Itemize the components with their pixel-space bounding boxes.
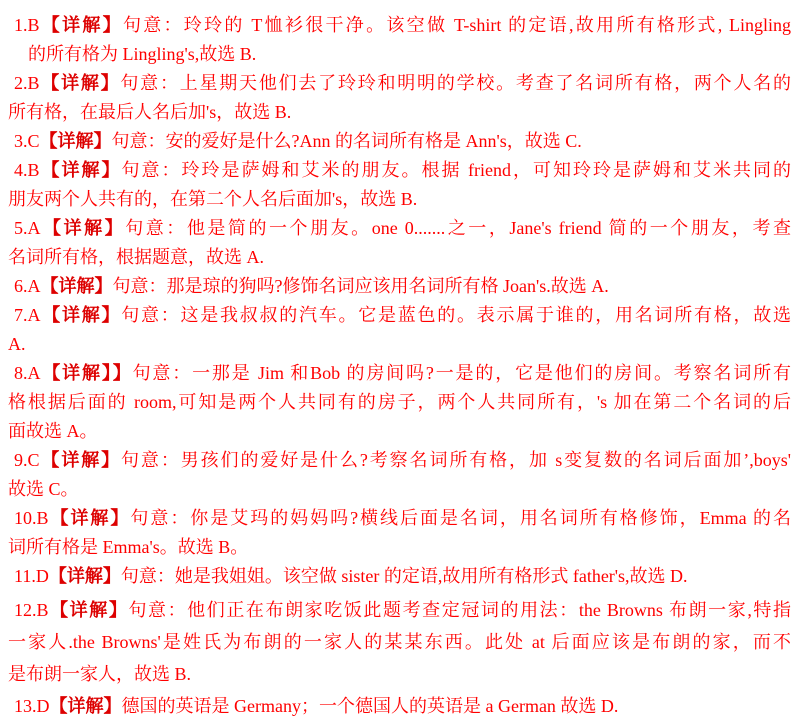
explanation-item-10 [8, 504, 791, 562]
text-segment: 的所有格为 Lingling's,故选 B. [28, 44, 257, 64]
text-segment: 12.B [14, 600, 49, 620]
text-line [8, 562, 791, 591]
explanation-item-9 [8, 446, 791, 504]
explanation-item-4 [8, 156, 791, 214]
text-line [8, 214, 791, 243]
text-segment: 句意：上星期天他们去了玲玲和明明的学校。考查了名词所有格，两个人名的 [120, 73, 792, 93]
text-line [8, 98, 791, 127]
text-line [8, 417, 791, 446]
text-line [8, 475, 791, 504]
text-line [8, 301, 791, 330]
text-segment: 8.A [14, 363, 41, 383]
text-line [8, 330, 791, 359]
text-segment: 句意：他们正在布朗家吃饭此题考查定冠词的用法：the Browns 布朗一家,特指 [128, 600, 791, 620]
text-segment: 10.B [14, 508, 49, 528]
text-segment: 7.A [14, 305, 41, 325]
text-segment: 名词所有格，根据题意，故选 A. [8, 247, 264, 267]
text-segment: 4.B [14, 160, 40, 180]
text-segment: 故选 C。 [8, 479, 79, 499]
text-line [8, 533, 791, 562]
text-segment: 句意：安的爱好是什么?Ann 的名词所有格是 Ann's，故选 C. [111, 131, 582, 151]
text-segment: 2.B [14, 73, 40, 93]
text-segment: 句意：这是我叔叔的汽车。它是蓝色的。表示属于谁的，用名词所有格，故选 [121, 305, 791, 325]
detail-label: 【详解】 [39, 160, 122, 180]
text-line [8, 504, 791, 533]
text-segment: 格根据后面的 room,可知是两个人共同有的房子，两个人共同所有，'s 加在第二个名词的后 [8, 392, 791, 412]
text-line [8, 243, 791, 272]
text-segment: 句意：你是艾玛的妈妈吗?横线后面是名词，用名词所有格修饰，Emma 的名 [130, 508, 792, 528]
detail-label: 【详解】 [39, 450, 122, 470]
text-line [8, 388, 791, 417]
text-segment: 句意：她是我姐姐。该空做 sister 的定语,故用所有格形式 father's,故选 D. [120, 566, 688, 586]
text-segment: 句意：玲玲的 T恤衫很干净。该空做 T-shirt 的定语,故用所有格形式, Lingling [122, 15, 791, 35]
text-segment: 句意：男孩们的爱好是什么?考察名词所有格，加 s变复数的名词后面加’,boys' [121, 450, 792, 470]
text-segment: 是布朗一家人，故选 B. [8, 664, 192, 684]
explanation-item-12 [8, 594, 791, 690]
text-segment: 句意：玲玲是萨姆和艾米的朋友。根据 friend，可知玲玲是萨姆和艾米共同的 [121, 160, 791, 180]
detail-label: 【详解】 [48, 508, 131, 528]
text-segment: 9.C [14, 450, 40, 470]
explanation-item-3 [8, 127, 791, 156]
explanation-item-5 [8, 214, 791, 272]
text-line [8, 69, 791, 98]
text-segment: 5.A [14, 218, 41, 238]
text-segment: 德国的英语是 Germany；一个德国人的英语是 a German 故选 D. [121, 696, 619, 716]
explanation-item-11 [8, 562, 791, 591]
explanation-item-2 [8, 69, 791, 127]
text-segment: 所有格，在最后人名后加's，故选 B. [8, 102, 292, 122]
detail-label: 【详解】 [49, 696, 122, 716]
text-line [8, 626, 791, 658]
text-line [8, 156, 791, 185]
text-segment: 6.A [14, 276, 41, 296]
text-segment: 一家人.the Browns'是姓氏为布朗的一家人的某某东西。此处 at 后面应该是布朗的家，而不 [8, 632, 791, 652]
detail-label: 【详解】 [48, 566, 121, 586]
detail-label: 【详解】 [39, 15, 123, 35]
text-segment: 11.D [14, 566, 49, 586]
text-line [8, 272, 791, 301]
detail-label: 【详解】 [40, 276, 113, 296]
text-segment: 词所有格是 Emma's。故选 B。 [8, 537, 249, 557]
text-segment: 3.C [14, 131, 40, 151]
text-segment: 句意：一那是 Jim 和Bob 的房间吗?一是的，它是他们的房间。考察名词所有 [132, 363, 792, 383]
detail-label: 【详解】 [39, 131, 112, 151]
text-line [8, 11, 791, 40]
explanation-item-1 [8, 11, 791, 69]
text-line [8, 658, 791, 690]
text-line [8, 594, 791, 626]
detail-label: 【详解】 [48, 600, 129, 620]
text-line [8, 690, 791, 722]
detail-label: 【详解】 [39, 73, 121, 93]
explanation-item-7 [8, 301, 791, 359]
text-segment: 句意：他是简的一个朋友。one 0.......之一，Jane's friend 简的一个朋友，考查 [125, 218, 791, 238]
text-line [8, 185, 791, 214]
explanation-item-13 [8, 690, 791, 722]
text-segment: 面故选 A。 [8, 421, 98, 441]
text-line [8, 40, 791, 69]
detail-label: 【详解】 [40, 218, 126, 238]
text-segment: A. [8, 334, 26, 354]
text-segment: 1.B [14, 15, 40, 35]
text-line [8, 446, 791, 475]
detail-label: 【详解】】 [40, 363, 133, 383]
text-segment: 朋友两个人共有的，在第二个人名后面加's，故选 B. [8, 189, 418, 209]
text-segment: 13.D [14, 696, 50, 716]
text-segment: 句意：那是琼的狗吗?修饰名词应该用名词所有格 Joan's.故选 A. [112, 276, 609, 296]
text-line [8, 359, 791, 388]
explanation-item-6 [8, 272, 791, 301]
text-line [8, 127, 791, 156]
explanation-item-8 [8, 359, 791, 446]
detail-label: 【详解】 [40, 305, 122, 325]
